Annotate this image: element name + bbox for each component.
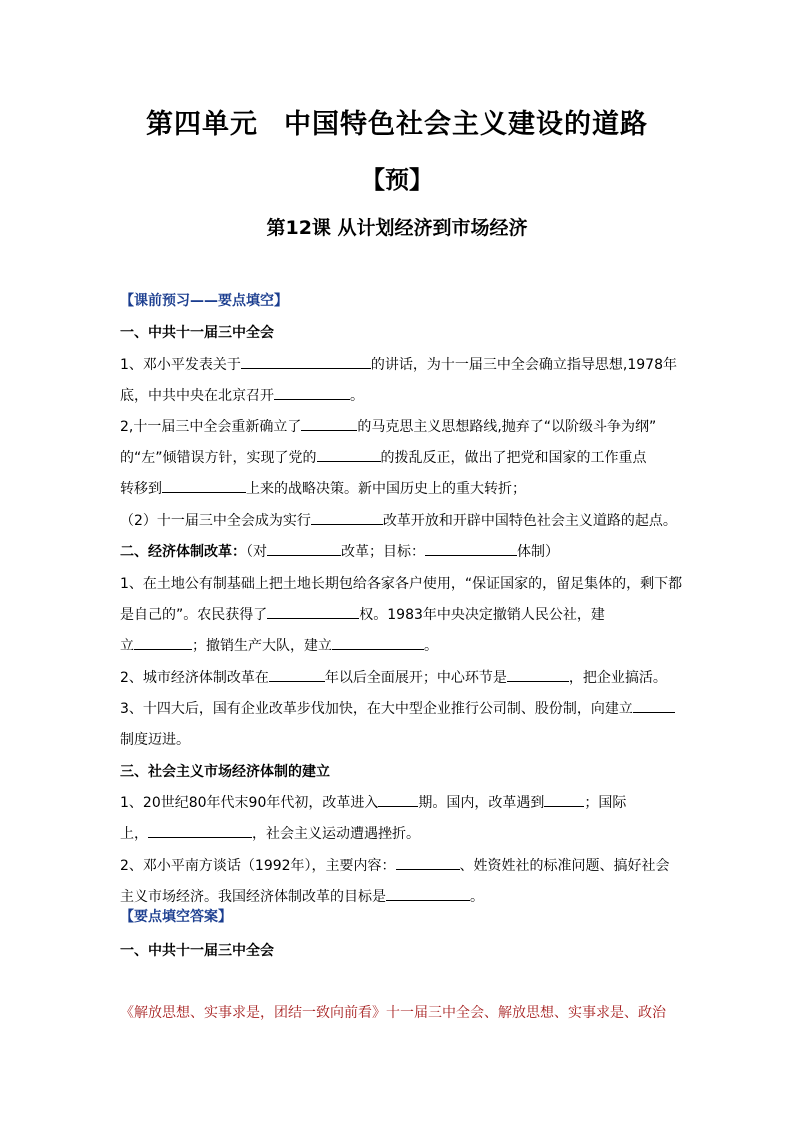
fill-blank[interactable] xyxy=(311,510,383,525)
s1-para2-line1: 2,十一届三中全会重新确立了 的马克思主义思想路线,抛弃了“以阶级斗争为纲” xyxy=(120,416,680,436)
fill-blank[interactable] xyxy=(396,855,460,870)
unit-title xyxy=(0,102,794,141)
s2-para1-line1: 1、在土地公有制基础上把土地长期包给各家各户使用，“保证国家的，留足集体的，剩下都 xyxy=(120,576,683,592)
s1-para2-line3: 转移到 上来的战略决策。新中国历史上的重大转折； xyxy=(120,478,680,498)
fill-blank[interactable] xyxy=(267,541,341,556)
fill-blank[interactable] xyxy=(378,792,418,807)
s1-para1-line1: 1、邓小平发表关于 的讲话，为十一届三中全会确立指导思想,1978年 xyxy=(120,354,680,374)
preview-header: 【课前预习——要点填空】 xyxy=(120,293,288,309)
s1-para1-line2: 底，中共中央在北京召开 。 xyxy=(120,385,680,405)
fill-blank[interactable] xyxy=(134,635,192,650)
preview-tag: 【预】 xyxy=(361,166,433,194)
fill-blank[interactable] xyxy=(148,823,252,838)
s2-para2: 2、城市经济体制改革在 年以后全面展开；中心环节是 ，把企业搞活。 xyxy=(120,667,680,687)
s1-para2-line2: 的“左”倾错误方针，实现了党的 的拨乱反正，做出了把党和国家的工作重点 xyxy=(120,447,680,467)
fill-blank[interactable] xyxy=(241,354,371,369)
s2-para3-line1: 3、十四大后，国有企业改革步伐加快，在大中型企业推行公司制、股份制，向建立 xyxy=(120,698,680,718)
section-3-heading: 三、社会主义市场经济体制的建立 xyxy=(120,764,330,780)
fill-blank[interactable] xyxy=(317,447,381,462)
fill-blank[interactable] xyxy=(269,667,325,682)
s3-para2-line1: 2、邓小平南方谈话（1992年），主要内容： 、姓资姓社的标准问题、搞好社会 xyxy=(120,855,680,875)
unit-name: 中国特色社会主义建设的道路 xyxy=(284,109,648,140)
fill-blank[interactable] xyxy=(507,667,569,682)
section-2-heading-line: 二、经济体制改革：（对 改革；目标： 体制） xyxy=(120,541,680,561)
lesson-title: 第12课 从计划经济到市场经济 xyxy=(266,217,528,239)
s2-para1-line3: 立 ；撤销生产大队，建立 。 xyxy=(120,635,680,655)
fill-blank[interactable] xyxy=(162,478,246,493)
s2-para3-line2: 制度迈进。 xyxy=(120,732,190,748)
fill-blank[interactable] xyxy=(386,886,470,901)
fill-blank[interactable] xyxy=(633,698,675,713)
answers-section-1-heading: 一、中共十一届三中全会 xyxy=(120,943,274,959)
s3-para1-line2: 上， ，社会主义运动遭遇挫折。 xyxy=(120,823,680,843)
s3-para2-line2: 主义市场经济。我国经济体制改革的目标是 。 xyxy=(120,886,680,906)
answers-header: 【要点填空答案】 xyxy=(120,909,232,925)
fill-blank[interactable] xyxy=(425,541,517,556)
fill-blank[interactable] xyxy=(301,416,357,431)
s1-para3: （2）十一届三中全会成为实行 改革开放和开辟中国特色社会主义道路的起点。 xyxy=(120,510,680,530)
s2-para1-line2: 是自己的”。农民获得了 权。1983年中央决定撤销人民公社，建 xyxy=(120,604,680,624)
answers-line-1: 《解放思想、实事求是，团结一致向前看》十一届三中全会、解放思想、实事求是、政治 xyxy=(120,1005,666,1021)
fill-blank[interactable] xyxy=(267,604,359,619)
unit-number: 第四单元 xyxy=(146,109,258,140)
fill-blank[interactable] xyxy=(544,792,584,807)
section-2-heading: 二、经济体制改革： xyxy=(120,544,246,560)
fill-blank[interactable] xyxy=(332,635,424,650)
section-1-heading: 一、中共十一届三中全会 xyxy=(120,325,274,341)
fill-blank[interactable] xyxy=(274,385,350,400)
s3-para1-line1: 1、20世纪80年代末90年代初，改革进入 期。国内，改革遇到 ；国际 xyxy=(120,792,680,812)
